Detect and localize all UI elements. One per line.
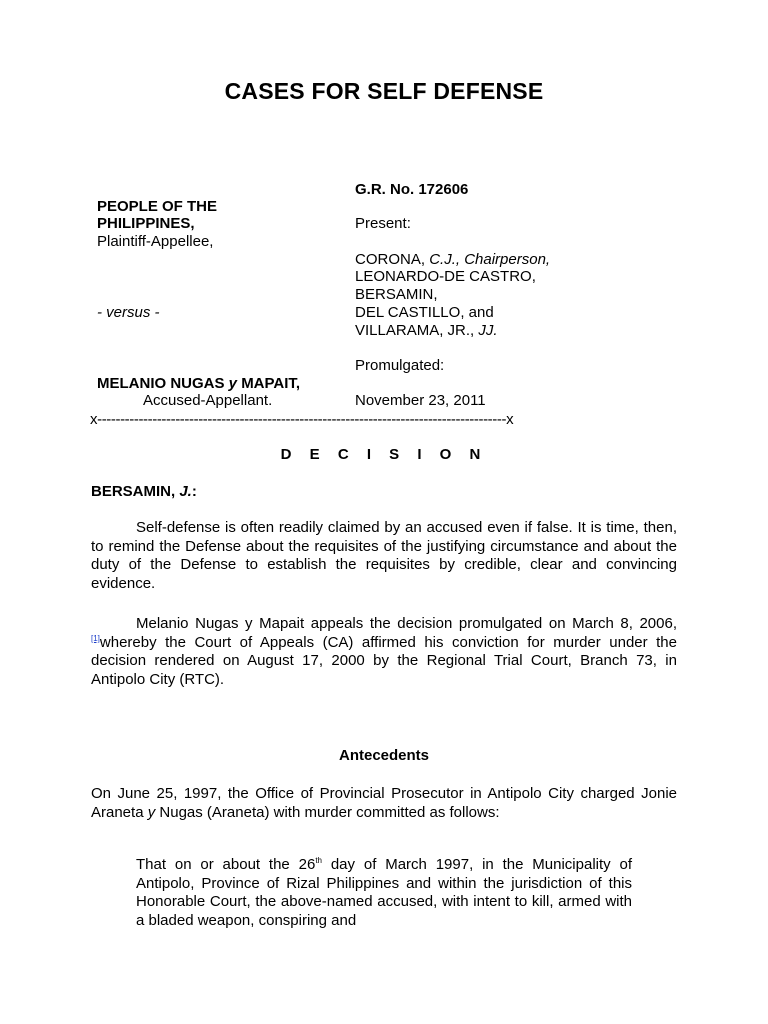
bench-title: JJ. (478, 322, 498, 339)
decision-heading: D E C I S I O N (280, 446, 488, 463)
section-heading: Antecedents (338, 747, 430, 764)
quoted-information: That on or about the 26th day of March 1997, in the Municipality of Antipolo, Province of Rizal Philippines and within the jurisdiction of this Honorable Court, the above-named accused, with intent to kill, armed with a bladed weapon, conspiring and (136, 856, 632, 930)
party1-line2: PHILIPPINES, (97, 215, 195, 232)
gr-number: G.R. No. 172606 (355, 181, 469, 198)
caption-divider: x-----------------------------------------------------------------------------------------x (90, 411, 514, 428)
party2-role: Accused-Appellant. (143, 392, 273, 409)
bench-name: VILLARAMA, JR., (355, 322, 475, 339)
bench-line-4: DEL CASTILLO, and (355, 304, 494, 321)
party1-line1: PEOPLE OF THE (97, 198, 218, 215)
paragraph-1: Self-defense is often readily claimed by an accused even if false. It is time, then, to remind the Defense about the requisites of the justifying circumstance and about the duty of the Defense to establish the requisites by credible, clear and convincing evidence. (91, 519, 677, 593)
party1-role: Plaintiff-Appellee, (97, 233, 214, 250)
bench-title: C.J., (429, 251, 461, 268)
bench-name: CORONA, (355, 251, 426, 268)
party2-name: MELANIO NUGAS y MAPAIT, (97, 375, 301, 392)
document-title: CASES FOR SELF DEFENSE (224, 78, 544, 104)
bench-line-1 (355, 251, 550, 268)
bench-line-2: LEONARDO-DE CASTRO, (355, 268, 536, 285)
bench-role: Chairperson, (464, 251, 551, 268)
promulgated-date: November 23, 2011 (355, 392, 486, 409)
versus-label: - versus - (97, 304, 160, 321)
bench-line-3: BERSAMIN, (355, 286, 438, 303)
paragraph-3: On June 25, 1997, the Office of Provincial Prosecutor in Antipolo City charged Jonie Araneta y Nugas (Araneta) with murder committed as follows: (91, 785, 677, 821)
promulgated-label: Promulgated: (355, 357, 445, 374)
footnote-link[interactable]: [1] (91, 633, 100, 643)
present-label: Present: (355, 215, 411, 232)
bench-line-5 (355, 322, 498, 339)
paragraph-2: Melanio Nugas y Mapait appeals the decision promulgated on March 8, 2006,[1]whereby the Court of Appeals (CA) affirmed his conviction for murder under the decision rendered on August 17, 2000 by the Regional Trial Court, Branch 73, in Antipolo City (RTC). (91, 615, 677, 689)
ponente: BERSAMIN, J.: (91, 483, 197, 500)
